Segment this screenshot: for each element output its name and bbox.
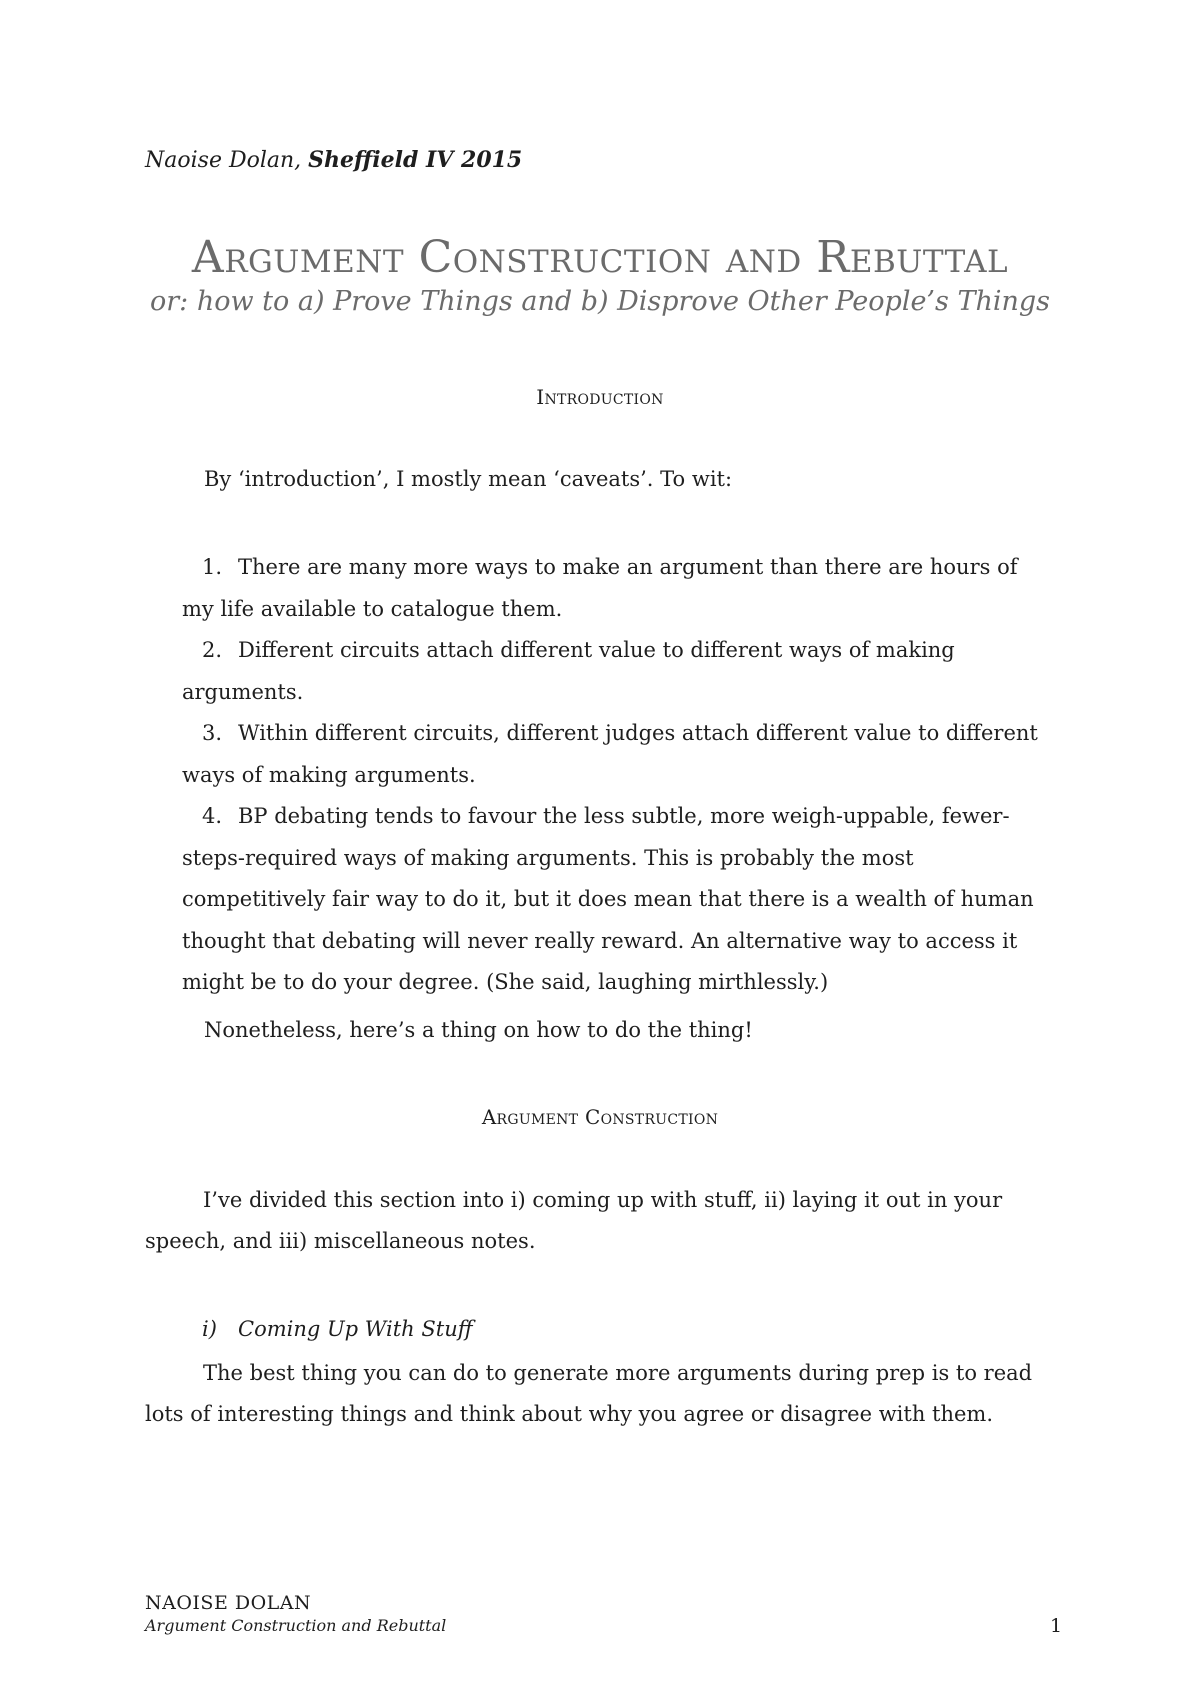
document-title: Argument Construction and Rebuttal bbox=[191, 232, 1009, 283]
section-heading-construction: Argument Construction bbox=[481, 1105, 719, 1129]
event-name: Sheffield IV 2015 bbox=[308, 147, 523, 173]
list-item bbox=[182, 547, 1042, 630]
list-item bbox=[182, 713, 1042, 796]
caveats-list bbox=[182, 547, 1042, 1004]
subsection-heading bbox=[202, 1317, 473, 1341]
byline bbox=[145, 147, 522, 173]
construction-intro: I’ve divided this section into i) coming up with stuff, ii) laying it out in your speech, and iii) miscellaneous notes. bbox=[145, 1188, 1003, 1253]
list-item bbox=[182, 796, 1042, 1004]
list-item-number: 2. bbox=[202, 638, 223, 662]
footer-author: NAOISE DOLAN bbox=[145, 1592, 312, 1614]
section-heading-introduction: Introduction bbox=[536, 385, 664, 409]
list-item-number: 3. bbox=[202, 721, 223, 745]
list-item-text: There are many more ways to make an argument than there are hours of my life available to catalogue them. bbox=[182, 555, 1018, 621]
document-subtitle: or: how to a) Prove Things and b) Disprove Other People’s Things bbox=[149, 286, 1051, 317]
author-name: Naoise Dolan, bbox=[145, 148, 302, 173]
list-item-text: Different circuits attach different value to different ways of making arguments. bbox=[182, 638, 955, 704]
list-item-number: 1. bbox=[202, 555, 223, 579]
introduction-closing: Nonetheless, here’s a thing on how to do the thing! bbox=[204, 1018, 753, 1042]
list-item-number: 4. bbox=[202, 804, 223, 828]
list-item-text: Within different circuits, different judges attach different value to different ways of making arguments. bbox=[182, 721, 1038, 787]
introduction-lead: By ‘introduction’, I mostly mean ‘caveats’. To wit: bbox=[204, 467, 733, 491]
subsection-paragraph: The best thing you can do to generate more arguments during prep is to read lots of interesting things and think about why you agree or disagree with them. bbox=[145, 1361, 1033, 1426]
list-item bbox=[182, 630, 1042, 713]
subsection-title: Coming Up With Stuff bbox=[238, 1317, 473, 1341]
footer-doc-title: Argument Construction and Rebuttal bbox=[145, 1616, 447, 1635]
list-item-text: BP debating tends to favour the less subtle, more weigh-uppable, fewer-steps-required ways of making arguments. This is probably the most competitively fair way to do it, but it does mean that there is a wealth of human thought that debating will never really reward. An alternative way to access it might be to do your degree. (She said, laughing mirthlessly.) bbox=[182, 804, 1034, 994]
subsection-marker: i) bbox=[202, 1317, 217, 1341]
page-number: 1 bbox=[1050, 1615, 1063, 1637]
